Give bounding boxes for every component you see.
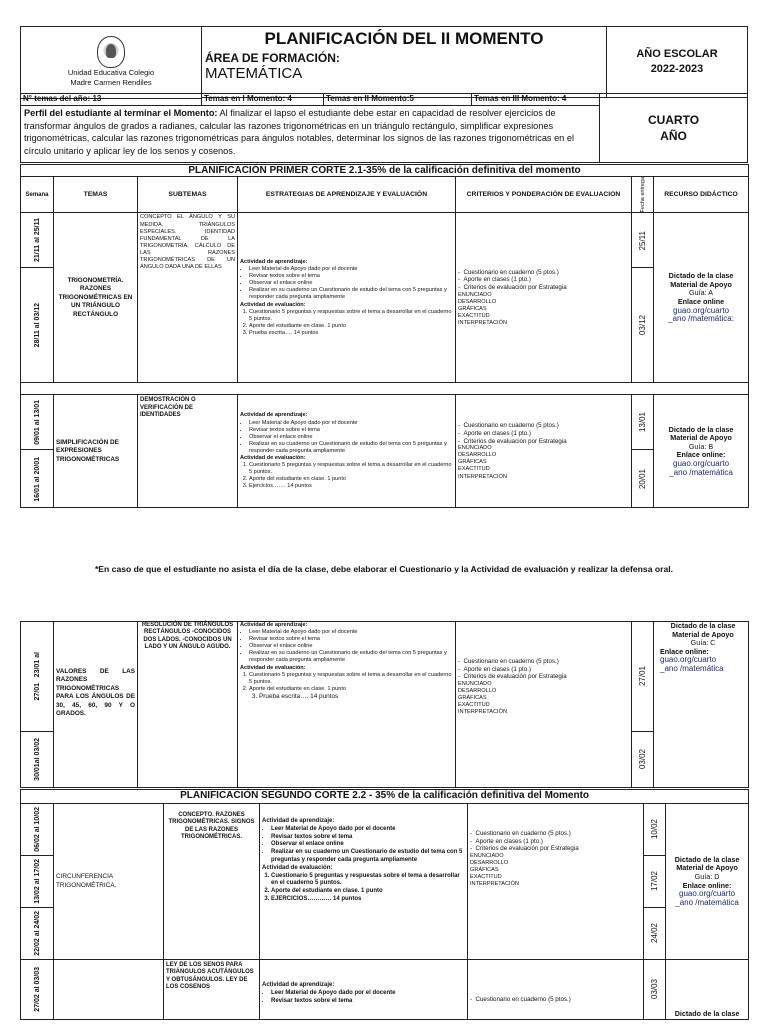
corte1-table — [20, 164, 749, 508]
themes-year: N° temas del año: 13 — [21, 94, 202, 106]
year-value: 2022-2023 — [650, 63, 704, 75]
col-subtemas: SUBTEMAS — [138, 177, 238, 213]
r4-e3: 3. EJERCICIOS………… 14 puntos — [271, 896, 465, 904]
absence-note: *En caso de que el estudiante no asista el día de la clase, debe elaborar el Cuestionario y la Actividad de evaluación y realizar la defensa oral. — [94, 564, 674, 574]
r2-tema: SIMPLIFICACIÓN DE EXPRESIONES TRIGONOMÉTRICAS — [54, 395, 138, 508]
r3-estrategias: Actividad de aprendizaje: • Leer Material de Apoyo dado por el docente • Revisar textos sobre el tema • Observar el enlace online • Realizar en su cuaderno un Cuestionario de estudio del tema con 5 preguntas y responder cada pregunta ampliamente Actividad de evaluación: 1. Cuestionario 5 preguntas y respuestas sobre el tema a desarrollar en el cuaderno 5 puntos. 2. Aporte del estudiante en clase. 1 punto 3. Prueba escrita…. 14 puntos — [238, 622, 456, 788]
r3-link[interactable]: guao.org/cuarto — [660, 655, 717, 665]
col-semana: Semana — [21, 177, 54, 213]
themes-table — [20, 93, 748, 163]
r1-e3: 3. Prueba escrita…. 14 puntos — [249, 330, 453, 337]
r3-fecha2: 03/02 — [638, 749, 647, 770]
r1-week1: 21/11 al 25/11 — [33, 218, 41, 263]
r4-link[interactable]: guao.org/cuarto — [679, 889, 736, 899]
r3-criterios: - Cuestionario en cuaderno (5 ptos.) - Aporte en clases (1 pto.) - Criterios de evaluación por Estrategia ENUNCIADO DESARROLLO GRÁFICAS EXACTITUD INTERPRETACIÓN — [456, 622, 632, 788]
r4-tema: CIRCUNFERENCIA TRIGONOMÉTRICA. — [54, 804, 164, 960]
r4-subtema: CONCEPTO. RAZONES TRIGONOMÉTRICAS. SIGNOS DE LAS RAZONES TRIGONOMÉTRICAS. — [164, 804, 260, 960]
r2-week2: 16/01 al 20/01 — [33, 456, 41, 502]
r5-tema — [54, 960, 164, 1020]
r4-recurso: Dictado de la clase Material de Apoyo Guía: D Enlace online: guao.org/cuarto _ano /matemática — [666, 804, 749, 960]
corte2-title: PLANIFICACIÓN SEGUNDO CORTE 2.2 - 35% de la calificación definitiva del Momento — [21, 790, 749, 804]
r1-tema: TRIGONOMETRÍA. RAZONES TRIGONOMÉTRICAS EN UN TRIÁNGULO RECTÁNGULO — [54, 213, 138, 383]
r1-act-evaluacion: Actividad de evaluación: — [240, 301, 306, 308]
r3-e3: 3. Prueba escrita…. 14 puntos — [259, 693, 453, 700]
school-name-line2: Madre Carmen Rendiles — [70, 78, 152, 88]
area-label: ÁREA DE FORMACIÓN: — [205, 51, 340, 65]
r1-criterios — [456, 213, 632, 383]
r1-fecha1: 25/11 — [638, 230, 647, 251]
r1-e2: 2. Aporte del estudiante en clase. 1 punto — [249, 323, 453, 330]
r4-criterios: - Cuestionario en cuaderno (5 ptos.) - Aporte en clases (1 pto.) - Criterios de evaluación por Estrategia ENUNCIADO DESARROLLO GRÁFICAS EXACTITUD INTERPRETACIÓN — [468, 804, 644, 960]
grade-cell — [600, 94, 748, 163]
r1-subtema: CONCEPTO EL ÁNGULO Y SU MEDIDA. TRIÁNGULOS ESPECIALES. IDENTIDAD FUNDAMENTAL DE LA TRIGONOMETRÍA. CÁLCULO DE LAS RAZONES TRIGONOMÉTRICAS DE UN ÁNGULO DADA UNA DE ELLAS — [138, 213, 238, 383]
page-title: PLANIFICACIÓN DEL II MOMENTO — [264, 29, 544, 48]
themes-m2: Temas en II Momento:5 — [324, 94, 472, 106]
area-value: MATEMÁTICA — [205, 65, 303, 82]
col-criterios: CRITERIOS Y PONDERACIÓN DE EVALUACION — [456, 177, 632, 213]
r1-a2: • Revisar textos sobre el tema — [249, 273, 453, 280]
corte1-title: PLANIFICACIÓN PRIMER CORTE 2.1-35% de la calificación definitiva del momento — [21, 165, 749, 177]
r1-c-list: ENUNCIADO DESARROLLO GRÁFICAS EXACTITUD INTERPRETACIÓN — [458, 291, 507, 326]
r2-week1: 09/01 al 13/01 — [33, 400, 41, 445]
r5-week1: 27/02 al 03/03 — [33, 967, 41, 1012]
r4-estrategias: Actividad de aprendizaje: • Leer Material de Apoyo dado por el docente • Revisar textos sobre el tema • Observar el enlace online • Realizar en su cuaderno un Cuestionario de estudio del tema con 5 preguntas y responder cada pregunta ampliamente Actividad de evaluación: 1. Cuestionario 5 preguntas y respuestas sobre el tema a desarrollar en el cuaderno 5 puntos. 2. Aporte del estudiante en clase. 1 punto 3. EJERCICIOS………… 14 puntos — [260, 804, 468, 960]
year-cell — [607, 27, 748, 98]
r2-criterios: - Cuestionario en cuaderno (5 ptos.) - Aporte en clases (1 pto.) - Criterios de evaluación por Estrategia ENUNCIADO DESARROLLO GRÁFICAS EXACTITUD INTERPRETACIÓN — [456, 395, 632, 508]
r2-recurso: Dictado de la clase Material de Apoyo Guía: B Enlace online: guao.org/cuarto _ano /matemática — [654, 395, 749, 508]
r3-fecha1: 27/01 — [638, 666, 647, 687]
r1-c3: - Criterios de evaluación por Estrategia — [458, 284, 567, 292]
r5-subtema: LEY DE LOS SENOS PARA TRIÁNGULOS ACUTÁNGULOS Y OBTUSÁNGULOS. LEY DE LOS COSENOS — [164, 960, 260, 1020]
r3-week2: 30/01al 03/02 — [33, 738, 41, 781]
year-label: AÑO ESCOLAR — [636, 48, 718, 60]
r1-c2: - Aporte en clases (1 pto.) — [458, 276, 531, 284]
r1-fecha2: 03/12 — [638, 315, 647, 336]
r3-week1b: 27/01 — [33, 683, 41, 701]
profile-text: Al finalizar el lapso el estudiante debe estar en capacidad de resolver ejercicios de transformar ángulos de grados a radianes, calcular las razones trigonométricas en un triángulo rectángulo, simplificar expresiones trigonométricas, calcular las razones trigonométricas para ángulos notables, determinar los signos de las razones trigonométricas en el círculo unitario y aplicar ley de los senos y cosenos. — [24, 108, 574, 156]
r4-fecha2: 17/02 — [650, 871, 659, 892]
r1-recurso: Dictado de la clase Material de Apoyo Guía: A Enlace online guao.org/cuarto _ano /matemática: — [654, 213, 749, 383]
r4-fecha1: 10/02 — [650, 819, 659, 840]
r3-week1: 23/01 al — [33, 652, 41, 678]
school-cell — [21, 27, 202, 99]
r1-a3: • Observar el enlace online — [249, 280, 453, 287]
r2-subtema: DEMOSTRACIÓN O VERIFICACIÓN DE IDENTIDADES — [138, 395, 238, 508]
r5-recurso: Dictado de la clase — [666, 960, 749, 1020]
r1-estrategias — [238, 213, 456, 383]
school-name-line1: Unidad Educativa Colegio — [67, 68, 155, 78]
profile-cell — [21, 106, 600, 163]
r2-link[interactable]: guao.org/cuarto — [673, 459, 730, 469]
r1-act-aprendizaje: Actividad de aprendizaje: — [240, 258, 308, 265]
profile-label: Perfil del estudiante al terminar el Momento: — [24, 108, 218, 118]
col-estrategias: ESTRATEGIAS DE APRENDIZAJE Y EVALUACIÓN — [238, 177, 456, 213]
r5-criterios: - Cuestionario en cuaderno (5 ptos.) — [468, 960, 644, 1020]
r5-fecha1: 03/03 — [650, 979, 659, 1000]
r1-c1: - Cuestionario en cuaderno (5 ptos.) — [458, 268, 559, 276]
r1-e1: 1. Cuestionario 5 preguntas y respuestas sobre el tema a desarrollar en el cuaderno 5 puntos. — [249, 309, 453, 323]
r1-a1: • Leer Material de Apoyo dado por el docente — [249, 266, 453, 273]
r1-a4: • Realizar en su cuaderno un Cuestionario de estudio del tema con 5 preguntas y responder cada pregunta ampliamente — [249, 287, 453, 301]
r5-estrategias: Actividad de aprendizaje: • Leer Material de Apoyo dado por el docente • Revisar textos sobre el tema — [260, 960, 468, 1020]
page2-table — [20, 621, 749, 788]
r2-fecha1: 13/01 — [638, 412, 647, 433]
grade-line1: CUARTO — [647, 113, 700, 127]
corte2-table — [20, 789, 749, 1020]
r1-week2: 28/11 al 03/12 — [33, 303, 41, 348]
col-recurso: RECURSO DIDÁCTICO — [654, 177, 749, 213]
r2-fecha2: 20/01 — [638, 468, 647, 489]
r3-recurso: Dictado de la clase Material de Apoyo Guía: C Enlace online: guao.org/cuarto _ano /matemática — [654, 622, 749, 788]
grade-line2: AÑO — [660, 129, 687, 143]
r4-week1: 06/02 al 10/02 — [33, 807, 41, 852]
r4-week3: 22/02 al 24/02 — [33, 911, 41, 956]
r1-link[interactable]: guao.org/cuarto — [673, 305, 730, 315]
r3-tema: VALORES DE LAS RAZONES TRIGONOMÉTRICAS PARA LOS ÁNGULOS DE 30, 45, 60, 90 Y O GRADOS. — [54, 622, 138, 788]
themes-m1: Temas en I Momento: 4 — [202, 94, 324, 106]
r4-fecha3: 24/02 — [650, 923, 659, 944]
r2-e3: 3. Ejercicios……. 14 puntos — [249, 483, 453, 490]
col-fecha: Fecha entrega — [639, 177, 646, 213]
col-temas: TEMAS — [54, 177, 138, 213]
r2-estrategias: Actividad de aprendizaje: • Leer Material de Apoyo dado por el docente • Revisar textos sobre el tema • Observar el enlace online • Realizar en su cuaderno un Cuestionario de estudio del tema con 5 preguntas y responder cada pregunta ampliamente Actividad de evaluación: 1. Cuestionario 5 preguntas y respuestas sobre el tema a desarrollar en el cuaderno 5 puntos. 2. Aporte del estudiante en clase. 1 punto 3. Ejercicios……. 14 puntos — [238, 395, 456, 508]
header-table — [20, 26, 748, 99]
school-logo — [97, 36, 125, 68]
themes-m3: Temas en III Momento: 4 — [472, 94, 600, 106]
r4-week2: 13/02 al 17/02 — [33, 859, 41, 904]
r3-subtema: RESOLUCIÓN DE TRIÁNGULOS RECTÁNGULOS -CONOCIDOS DOS LADOS. -CONOCIDOS UN LADO Y UN ÁNGULO AGUDO. — [138, 622, 238, 788]
title-cell — [202, 27, 607, 98]
